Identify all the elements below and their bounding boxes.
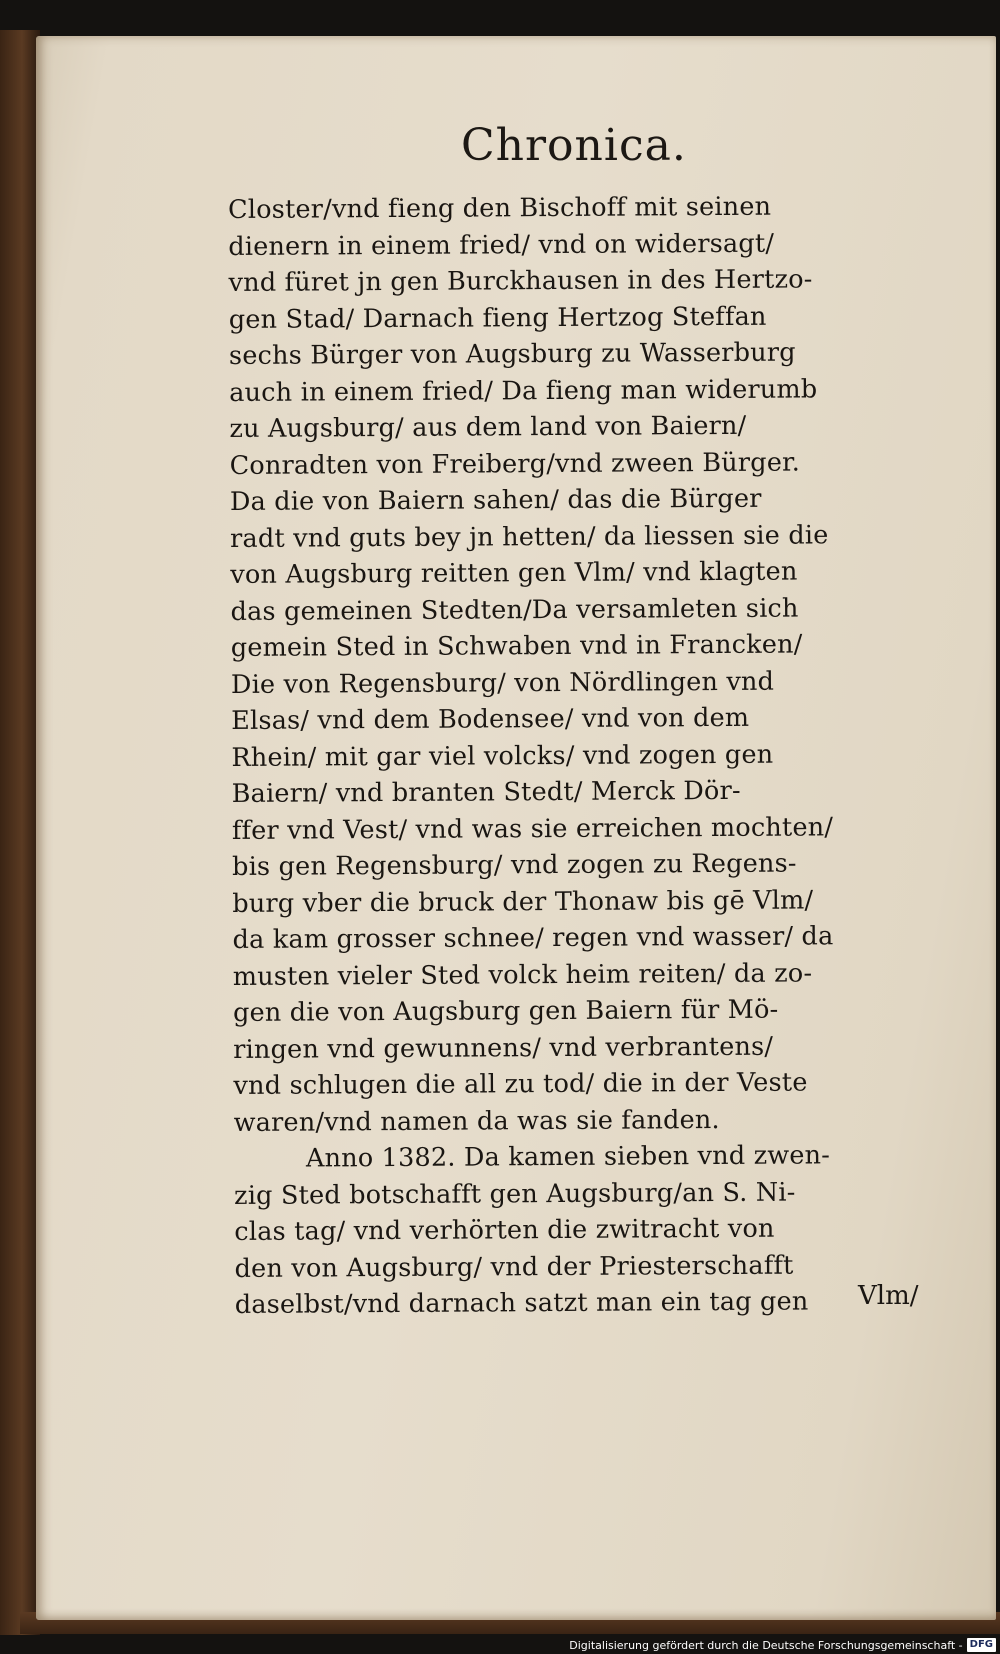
text-line: sechs Bürger von Augsburg zu Wasserburg <box>228 337 796 371</box>
body-text <box>228 188 935 1324</box>
text-line: Die von Regensburg/ von Nördlingen vnd <box>230 666 775 700</box>
text-line: dienern in einem fried/ vnd on widersagt/ <box>228 228 775 262</box>
text-line: Da die von Baiern sahen/ das die Bürger <box>229 483 762 517</box>
digitization-credit <box>569 1636 996 1654</box>
text-line: das gemeinen Stedten/Da versamleten sich <box>230 593 799 627</box>
text-line: ffer vnd Vest/ vnd was sie erreichen mochten/ <box>231 811 834 846</box>
credit-text: Digitalisierung gefördert durch die Deutsche Forschungsgemeinschaft - <box>569 1638 963 1652</box>
text-line: bis gen Regensburg/ vnd zogen zu Regens- <box>232 848 797 882</box>
text-line: musten vieler Sted volck heim reiten/ da zo- <box>232 957 813 992</box>
text-line: Closter/vnd fieng den Bischoff mit seinen <box>228 191 772 225</box>
dfg-logo: DFG <box>967 1638 996 1652</box>
text-line: gemein Sted in Schwaben vnd in Francken/ <box>230 629 803 663</box>
text-line: zig Sted botschafft gen Augsburg/an S. Ni- <box>234 1177 796 1211</box>
text-line: gen die von Augsburg gen Baiern für Mö- <box>232 994 779 1028</box>
catchword: Vlm/ <box>858 1281 919 1311</box>
text-line: Elsas/ vnd dem Bodensee/ vnd von dem <box>231 702 750 736</box>
book-cover-edge-left <box>0 30 40 1635</box>
text-line: daselbst/vnd darnach satzt man ein tag gen <box>234 1286 809 1320</box>
text-line: von Augsburg reitten gen Vlm/ vnd klagten <box>230 556 798 590</box>
text-line: vnd schlugen die all zu tod/ die in der Veste <box>233 1067 808 1101</box>
running-head: Chronica. <box>461 120 687 171</box>
text-line: Anno 1382. Da kamen sieben vnd zwen- <box>305 1140 831 1174</box>
text-line: da kam grosser schnee/ regen vnd wasser/ da <box>232 921 834 955</box>
text-line: clas tag/ vnd verhörten die zwitracht von <box>234 1213 775 1247</box>
text-line: waren/vnd namen da was sie fanden. <box>233 1104 720 1138</box>
text-line: auch in einem fried/ Da fieng man widerumb <box>229 373 818 408</box>
text-line: den von Augsburg/ vnd der Priesterschafft <box>234 1250 794 1284</box>
text-line: vnd füret jn gen Burckhausen in des Hertzo- <box>228 264 813 298</box>
text-line: Rhein/ mit gar viel volcks/ vnd zogen gen <box>231 739 774 773</box>
text-line: radt vnd guts bey jn hetten/ da liessen sie die <box>230 519 829 554</box>
text-line: ringen vnd gewunnens/ vnd verbrantens/ <box>233 1031 774 1065</box>
text-line: Baiern/ vnd branten Stedt/ Merck Dör- <box>231 775 741 809</box>
text-line: zu Augsburg/ aus dem land von Baiern/ <box>229 410 747 444</box>
text-line: burg vber die bruck der Thonaw bis gē Vlm/ <box>232 884 814 919</box>
text-line: Conradten von Freiberg/vnd zween Bürger. <box>229 447 801 481</box>
text-line: gen Stad/ Darnach fieng Hertzog Steffan <box>228 301 767 335</box>
